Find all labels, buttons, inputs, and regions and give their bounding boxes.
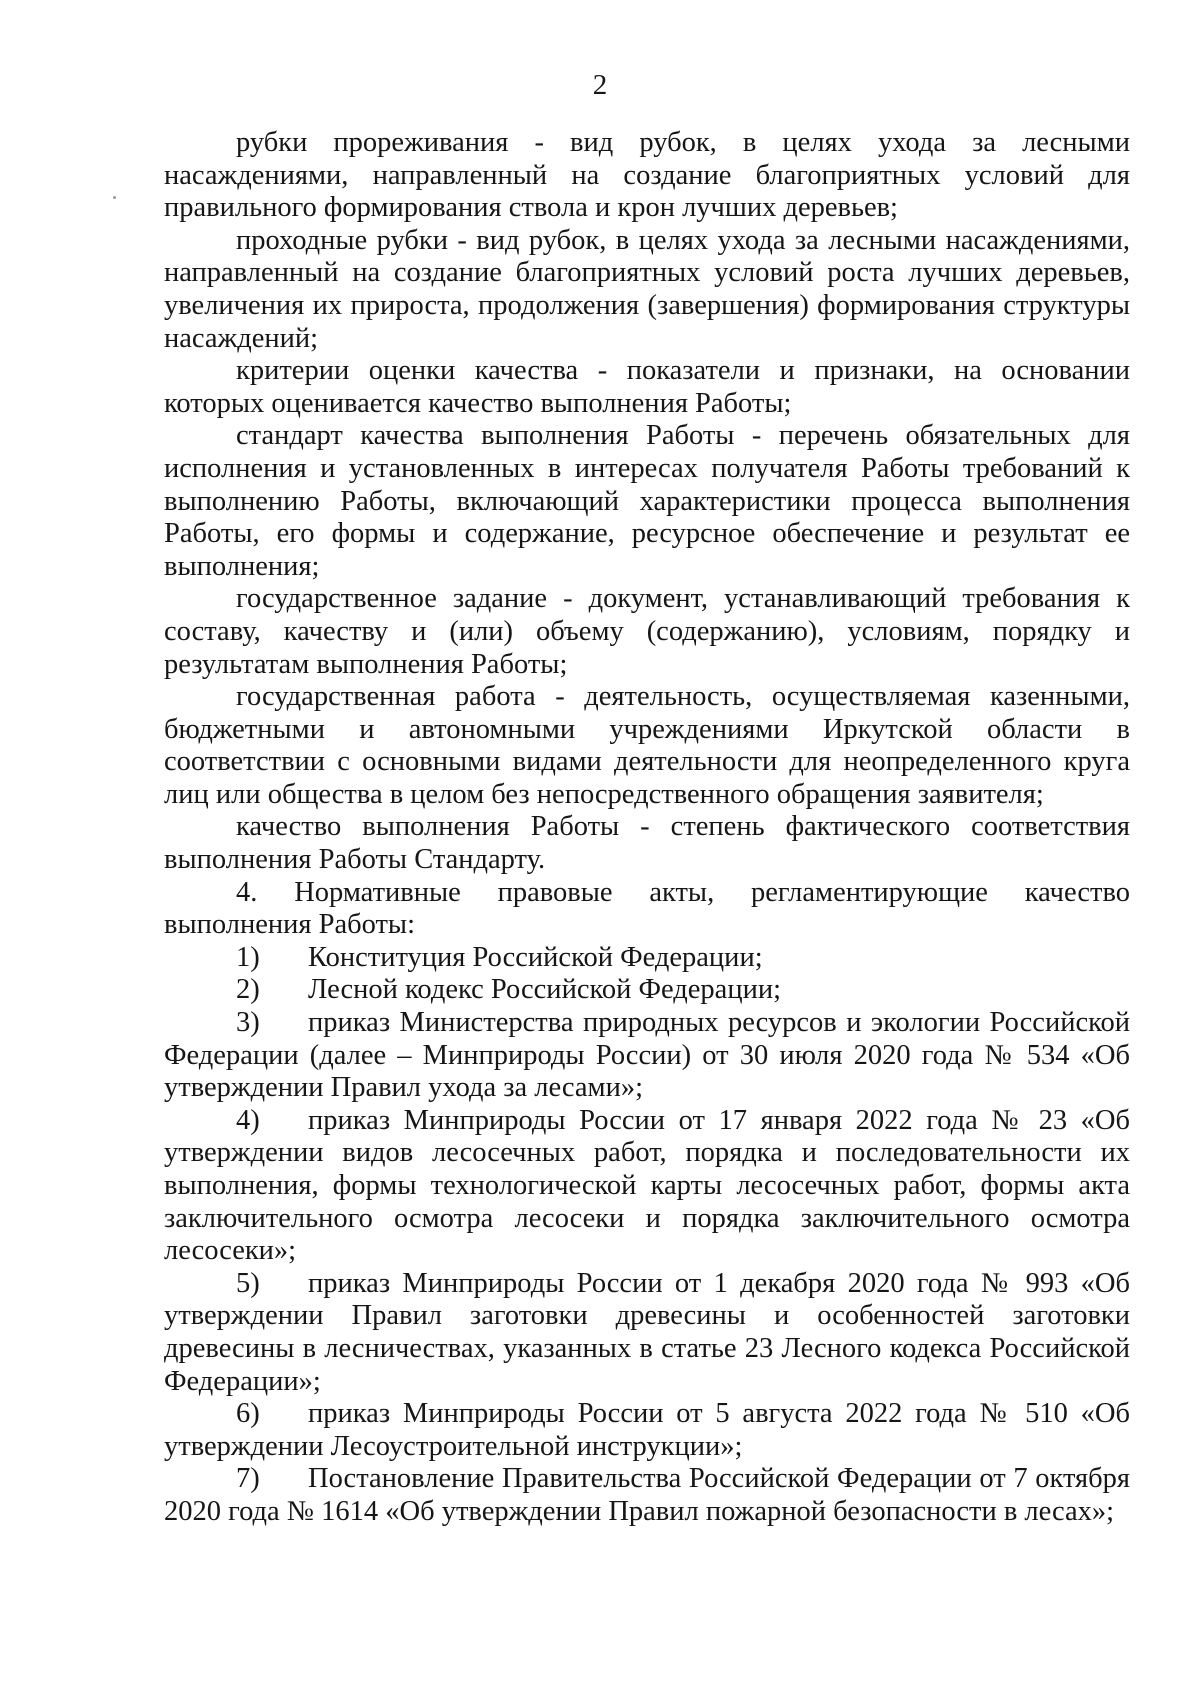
definition-thinning-cuts: рубки прореживания - вид рубок, в целях ухода за лесными насаждениями, направленный на создание благоприятных условий для правильного формирования ствола и крон лучших деревьев; bbox=[164, 127, 1130, 224]
definition-state-work: государственная работа - деятельность, осуществляемая казенными, бюджетными и автономными учреждениями Иркутской области в соответствии с основными видами деятельности для неопределенного круга лиц или общества в целом без непосредственного обращения заявителя; bbox=[164, 681, 1130, 810]
legal-acts-list bbox=[164, 942, 1130, 1529]
document-body bbox=[164, 127, 1130, 1529]
list-marker: 5) bbox=[236, 1267, 260, 1299]
list-item bbox=[164, 942, 1130, 975]
list-marker: 7) bbox=[236, 1463, 260, 1495]
definition-passage-cuts: проходные рубки - вид рубок, в целях ухода за лесными насаждениями, направленный на создание благоприятных условий роста лучших деревьев, увеличения их прироста, продолжения (завершения) формирования структуры насаждений; bbox=[164, 224, 1130, 354]
list-marker: 3) bbox=[236, 1007, 260, 1039]
definition-quality-criteria: критерии оценки качества - показатели и признаки, на основании которых оценивается качество выполнения Работы; bbox=[164, 355, 1130, 419]
definition-state-assignment: государственное задание - документ, устанавливающий требования к составу, качеству и (или) объему (содержанию), условиям, порядку и результатам выполнения Работы; bbox=[164, 583, 1130, 680]
list-item-text: приказ Минприроды России от 17 января 2022 года № 23 «Об утверждении видов лесосечных работ, порядка и последовательности их выполнения, формы технологической карты лесосечных работ, формы акта заключительного осмотра лесосеки и порядка заключительного осмотра лесосеки»; bbox=[164, 1104, 1130, 1267]
list-item bbox=[164, 1007, 1130, 1105]
scan-speck bbox=[113, 196, 116, 199]
definition-work-quality: качество выполнения Работы - степень фактического соответствия выполнения Работы Стандарту. bbox=[164, 811, 1130, 876]
list-item bbox=[164, 974, 1130, 1007]
list-item-text: приказ Минприроды России от 5 августа 2022 года № 510 «Об утверждении Лесоустроительной инструкции»; bbox=[164, 1398, 1130, 1462]
definition-quality-standard: стандарт качества выполнения Работы - перечень обязательных для исполнения и установленных в интересах получателя Работы требований к выполнению Работы, включающий характеристики процесса выполнения Работы, его формы и содержание, ресурсное обеспечение и результат ее выполнения; bbox=[164, 420, 1130, 582]
section-4-heading: 4. Нормативные правовые акты, регламентирующие качество выполнения Работы: bbox=[164, 876, 1130, 941]
list-item-text: Конституция Российской Федерации; bbox=[308, 941, 763, 973]
list-marker: 2) bbox=[236, 974, 260, 1006]
list-marker: 4) bbox=[236, 1104, 260, 1136]
list-item-text: Постановление Правительства Российской Федерации от 7 октября 2020 года № 1614 «Об утверждении Правил пожарной безопасности в лесах»; bbox=[164, 1463, 1130, 1527]
list-marker: 6) bbox=[236, 1398, 260, 1430]
list-item bbox=[164, 1463, 1130, 1528]
list-item bbox=[164, 1105, 1130, 1268]
list-item-text: Лесной кодекс Российской Федерации; bbox=[308, 974, 782, 1006]
list-marker: 1) bbox=[236, 941, 260, 973]
list-item bbox=[164, 1398, 1130, 1463]
page-number: 2 bbox=[592, 69, 608, 101]
list-item-text: приказ Министерства природных ресурсов и экологии Российской Федерации (далее – Минприроды России) от 30 июля 2020 года № 534 «Об утверждении Правил ухода за лесами»; bbox=[164, 1007, 1130, 1104]
list-item bbox=[164, 1268, 1130, 1398]
list-item-text: приказ Минприроды России от 1 декабря 2020 года № 993 «Об утверждении Правил заготовки древесины и особенностей заготовки древесины в лесничествах, указанных в статье 23 Лесного кодекса Российской Федерации»; bbox=[164, 1267, 1130, 1397]
